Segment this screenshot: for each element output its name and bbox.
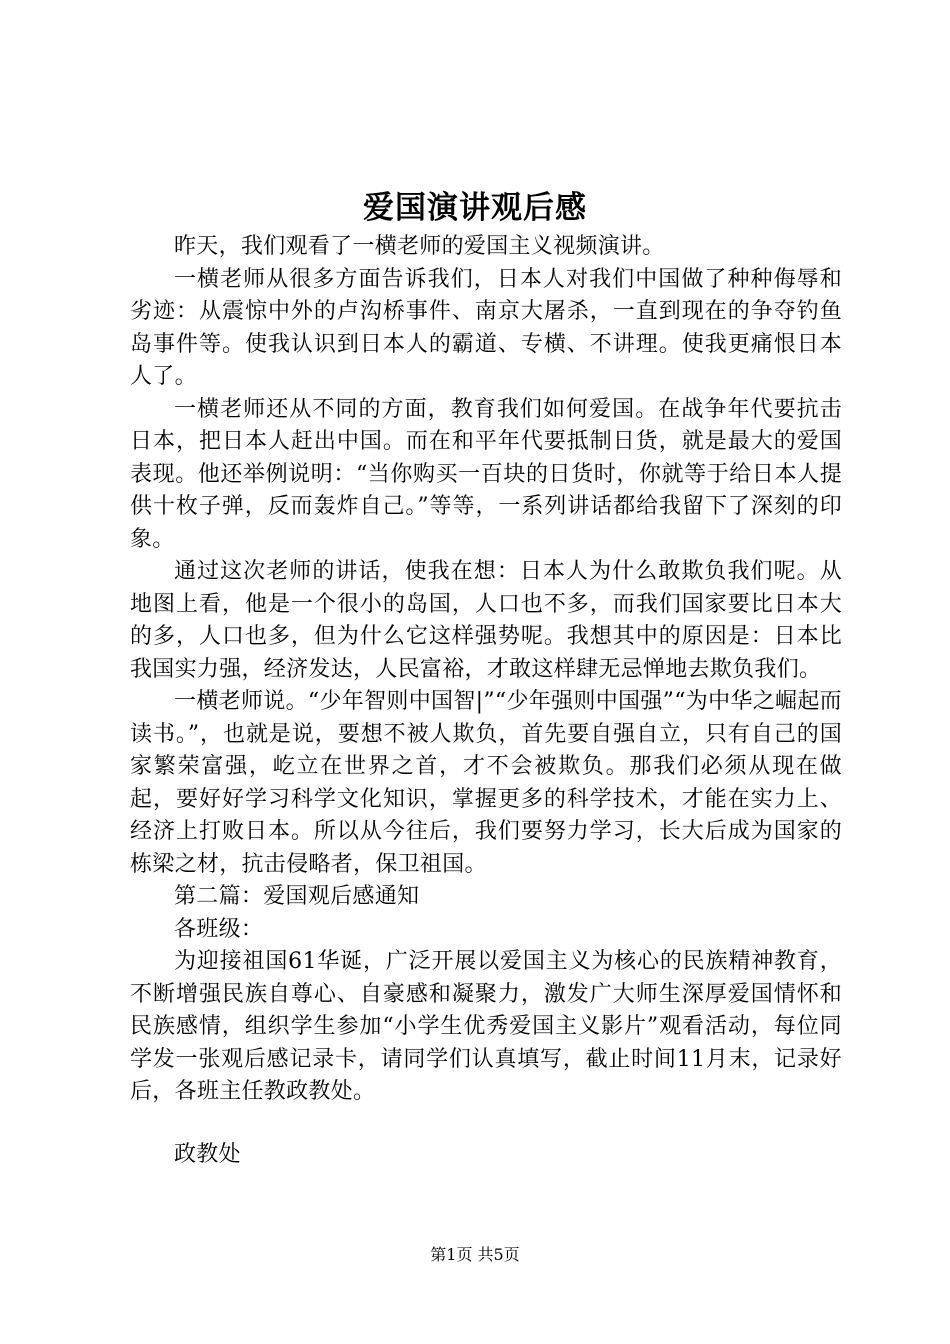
salutation: 各班级： [174,916,264,942]
paragraph-5: 一横老师说。“少年智则中国智|”“少年强则中国强”“为中华之崛起而读书。”，也就是说，要想不被人欺负，首先要自强自立，只有自己的国家繁荣富强，屹立在世界之首，才不会被欺负。那我们必须从现在做起，要好好学习科学文化知识，掌握更多的科学技术，才能在实力上、经济上打败日本。所以从今往后，我们要努力学习，长大后成为国家的栋梁之材，抗击侵略者，保卫祖国。 [130,689,842,877]
paragraph-4: 通过这次老师的讲话，使我在想：日本人为什么敢欺负我们呢。从地图上看，他是一个很小的岛国，人口也不多，而我们国家要比日本大的多，人口也多，但为什么它这样强势呢。我想其中的原因是：日本比我国实力强，经济发达，人民富裕，才敢这样肆无忌惮地去欺负我们。 [130,559,842,682]
paragraph-1: 昨天，我们观看了一横老师的爱国主义视频演讲。 [174,234,665,259]
document-body [130,231,842,1171]
page-footer: 第1页 共5页 [430,1245,520,1264]
document-title: 爱国演讲观后感 [363,190,587,226]
signature: 政教处 [174,1141,241,1167]
paragraph-3: 一横老师还从不同的方面，教育我们如何爱国。在战争年代要抗击日本，把日本人赶出中国。而在和平年代要抵制日货，就是最大的爱国表现。他还举例说明：“当你购买一百块的日货时，你就等于给日本人提供十枚子弹，反而轰炸自己。”等等，一系列讲话都给我留下了深刻的印象。 [130,396,842,552]
spacer [130,1109,842,1139]
notice-paragraph: 为迎接祖国61华诞，广泛开展以爱国主义为核心的民族精神教育，不断增强民族自尊心、自豪感和凝聚力，激发广大师生深厚爱国情怀和民族感情，组织学生参加“小学生优秀爱国主义影片”观看活动，每位同学发一张观后感记录卡，请同学们认真填写，截止时间11月末，记录好后，各班主任教政教处。 [130,949,842,1104]
paragraph-2: 一横老师从很多方面告诉我们，日本人对我们中国做了种种侮辱和劣迹：从震惊中外的卢沟桥事件、南京大屠杀，一直到现在的争夺钓鱼岛事件等。使我认识到日本人的霸道、专横、不讲理。使我更痛恨日本人了。 [130,266,842,389]
section-2-heading: 第二篇：爱国观后感通知 [174,884,420,909]
